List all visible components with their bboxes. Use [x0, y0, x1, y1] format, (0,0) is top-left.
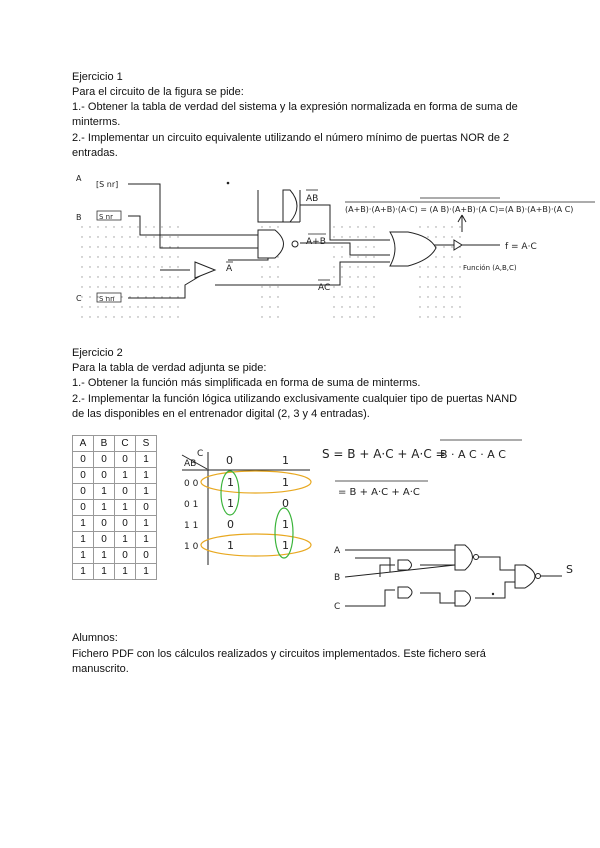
cell: 0 [115, 484, 136, 500]
junction-dot [492, 593, 494, 595]
cell: 1 [115, 500, 136, 516]
note-a-plus-b: A+B [306, 237, 326, 247]
cell: 1 [136, 564, 157, 580]
solution-eq1-nand: B · A C · A C [440, 448, 506, 461]
ex2-item2-line1: 2.- Implementar la función lógica utilizando exclusivamente cualquier tipo de puertas NAND [72, 393, 518, 405]
kmap-cell: 1 [227, 539, 234, 552]
kmap-cell: 1 [227, 476, 234, 489]
header-a: A [73, 436, 94, 452]
switch-c: S nn [99, 295, 115, 303]
cell: 0 [73, 484, 94, 500]
kmap-corner-left: AB [184, 459, 197, 469]
cell: 0 [73, 452, 94, 468]
ex1-item2-line2: entradas. [72, 147, 118, 159]
kmap-cell: 1 [282, 476, 289, 489]
ex2-title: Ejercicio 2 [72, 347, 123, 359]
nand-input-b: B [334, 573, 341, 583]
header-c: C [115, 436, 136, 452]
cell: 0 [94, 532, 115, 548]
cell: 1 [115, 468, 136, 484]
cell: 0 [115, 452, 136, 468]
cell: 1 [94, 564, 115, 580]
cell: 0 [136, 500, 157, 516]
func-label: Función (A,B,C) [463, 264, 517, 272]
kmap-cell: 0 [227, 518, 234, 531]
cell: 1 [73, 532, 94, 548]
cell: 1 [136, 484, 157, 500]
note-ab: AB [306, 194, 319, 204]
kmap-col-1: 1 [282, 454, 289, 467]
nand-input-a: A [334, 546, 341, 556]
expr-long: (A+B)·(A+B)·(A·C) = (A B)·(A+B)·(A C)=(A B)·(A+B)·(A C) [345, 205, 574, 214]
ex2-item2-line2: de las disponibles en el entrenador digital (2, 3 y 4 entradas). [72, 408, 370, 420]
kmap-row-3: 1 0 [184, 542, 199, 552]
cell: 1 [94, 484, 115, 500]
cell: 1 [136, 532, 157, 548]
note-a-bar: A [226, 264, 233, 274]
nand-gates [398, 545, 541, 606]
kmap-cell: 0 [282, 497, 289, 510]
note-ac: AC [318, 283, 331, 293]
ex1-item1-line2: minterms. [72, 116, 121, 128]
ex1-item1-line1: 1.- Obtener la tabla de verdad del sistema y la expresión normalizada en forma de suma de [72, 101, 518, 113]
cell: 0 [73, 500, 94, 516]
header-b: B [94, 436, 115, 452]
kmap-corner-top: C [197, 449, 204, 459]
footer-line2: manuscrito. [72, 663, 129, 675]
cell: 1 [136, 516, 157, 532]
kmap-row-1: 0 1 [184, 500, 199, 510]
kmap-cell: 1 [282, 539, 289, 552]
kmap-cell: 1 [282, 518, 289, 531]
ex1-title: Ejercicio 1 [72, 71, 123, 83]
input-b-label: B [76, 213, 82, 222]
nand-input-c: C [334, 602, 341, 612]
solution-eq1: S = B + A·C + A·C = [322, 447, 446, 461]
cell: 0 [94, 516, 115, 532]
cell: 0 [136, 548, 157, 564]
cell: 0 [94, 452, 115, 468]
group-oval-orange [201, 471, 311, 493]
ex1-intro: Para el circuito de la figura se pide: [72, 86, 244, 98]
cell: 1 [73, 564, 94, 580]
header-s: S [136, 436, 157, 452]
ex2-item1: 1.- Obtener la función más simplificada en forma de suma de minterms. [72, 377, 421, 389]
cell: 1 [94, 500, 115, 516]
cell: 1 [115, 564, 136, 580]
ex1-item2-line1: 2.- Implementar un circuito equivalente utilizando el número mínimo de puertas NOR de 2 [72, 132, 510, 144]
input-c-label: C [76, 294, 82, 303]
footer-line1: Fichero PDF con los cálculos realizados y circuitos implementados. Este fichero será [72, 648, 486, 660]
cell: 1 [73, 516, 94, 532]
footer-label: Alumnos: [72, 632, 118, 644]
kmap-cell: 1 [227, 497, 234, 510]
cell: 0 [115, 548, 136, 564]
nand-output-s: S [566, 563, 573, 576]
cell: 1 [136, 452, 157, 468]
cell: 1 [73, 548, 94, 564]
switch-b: S nr [99, 213, 113, 221]
switch-a: [S nr] [96, 180, 119, 189]
cell: 0 [73, 468, 94, 484]
ex2-intro: Para la tabla de verdad adjunta se pide: [72, 362, 267, 374]
cell: 0 [94, 468, 115, 484]
expr-out: f = A·C [505, 242, 537, 252]
kmap-row-0: 0 0 [184, 479, 199, 489]
solution-eq2: = B + A·C + A·C [338, 487, 420, 498]
group-oval-orange [201, 534, 311, 556]
cell: 1 [94, 548, 115, 564]
cell: 0 [115, 516, 136, 532]
cell: 1 [115, 532, 136, 548]
kmap-row-2: 1 1 [184, 521, 199, 531]
cell: 1 [136, 468, 157, 484]
kmap-col-0: 0 [226, 454, 233, 467]
input-a-label: A [76, 174, 82, 183]
